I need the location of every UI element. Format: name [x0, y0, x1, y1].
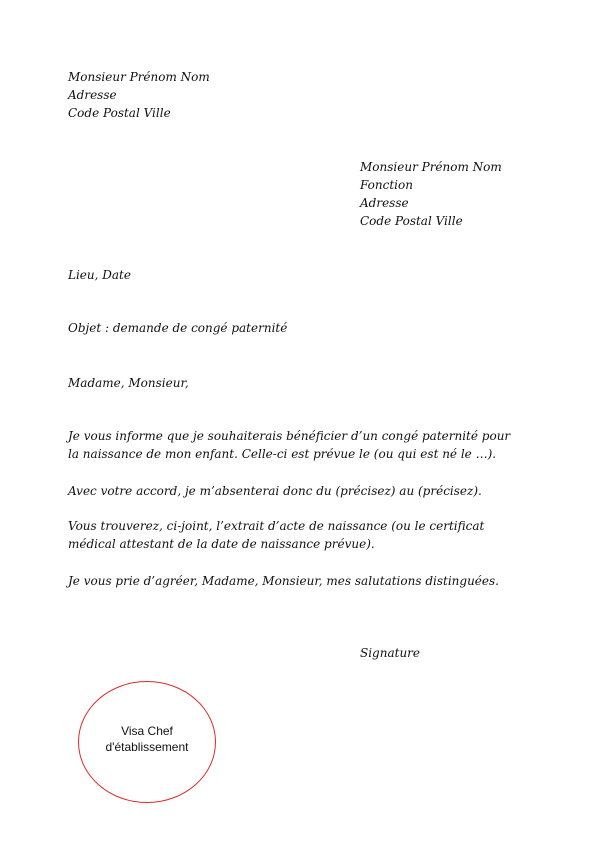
body-paragraph-2: Avec votre accord, je m’absenterai donc du (précisez) au (précisez).	[68, 484, 482, 498]
paragraph-1-line-2: la naissance de mon enfant. Celle-ci est prévue le (ou qui est né le …).	[68, 447, 497, 461]
body-paragraph-3	[68, 517, 484, 553]
recipient-name: Monsieur Prénom Nom	[360, 160, 502, 174]
recipient-function: Fonction	[360, 178, 413, 192]
recipient-block	[360, 158, 502, 230]
sender-address: Adresse	[68, 88, 117, 102]
sender-postal-city: Code Postal Ville	[68, 106, 171, 120]
paragraph-3-line-2: médical attestant de la date de naissance prévue).	[68, 537, 375, 551]
paragraph-3-line-1: Vous trouverez, ci-joint, l’extrait d’acte de naissance (ou le certificat	[68, 519, 485, 533]
visa-stamp-line-2: d'établissement	[105, 740, 189, 754]
place-date: Lieu, Date	[68, 268, 131, 282]
paragraph-1-line-1: Je vous informe que je souhaiterais bénéficier d’un congé paternité pour	[68, 429, 511, 443]
recipient-postal-city: Code Postal Ville	[360, 214, 463, 228]
closing-paragraph: Je vous prie d’agréer, Madame, Monsieur, mes salutations distinguées.	[68, 574, 499, 588]
visa-stamp-line-1: Visa Chef	[121, 724, 173, 738]
visa-stamp-text	[105, 723, 188, 755]
sender-block	[68, 68, 210, 122]
sender-name: Monsieur Prénom Nom	[68, 70, 210, 84]
recipient-address: Adresse	[360, 196, 409, 210]
subject-line: Objet : demande de congé paternité	[68, 321, 288, 335]
signature-label: Signature	[360, 646, 421, 660]
salutation: Madame, Monsieur,	[68, 376, 189, 390]
body-paragraph-1	[68, 427, 510, 463]
visa-stamp-circle	[78, 681, 216, 803]
